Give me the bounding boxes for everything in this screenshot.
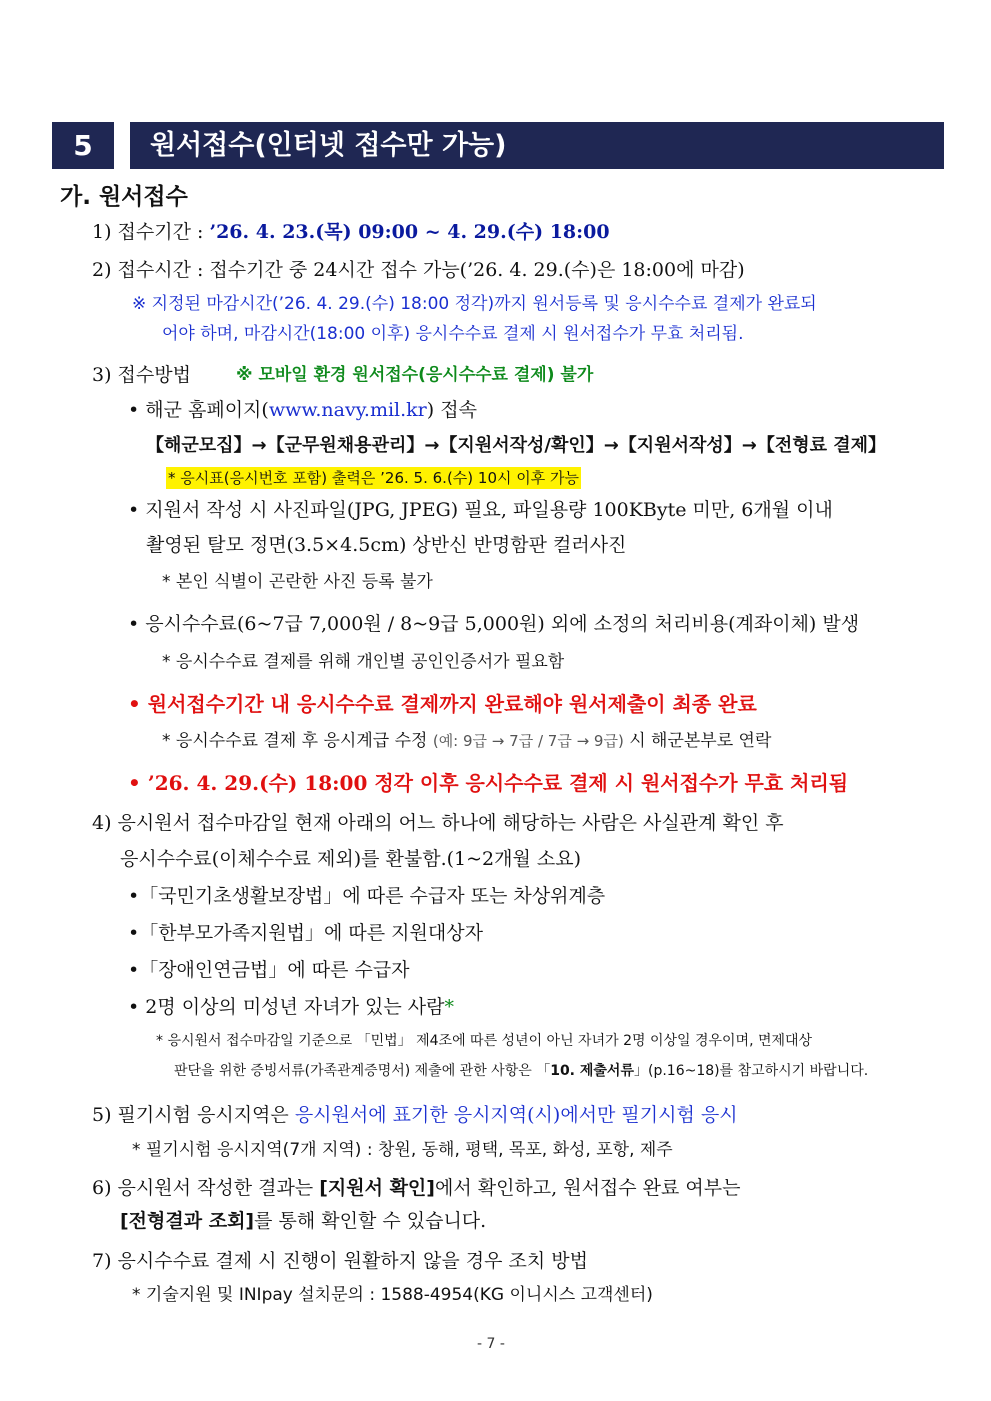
item4-line2: 응시수수료(이체수수료 제외)를 환불함.(1~2개월 소요) (120, 848, 581, 870)
item2-text: 2) 접수시간 : 접수기간 중 24시간 접수 가능(’26. 4. 29.(수)은 18:00에 마감) (92, 259, 745, 281)
item6-line2 (120, 1208, 486, 1234)
photo-bullet-line2: 촬영된 탈모 정면(3.5×4.5cm) 상반신 반명함판 컬러사진 (146, 534, 627, 556)
refund-bullet-4-text: • 2명 이상의 미성년 자녀가 있는 사람 (128, 996, 445, 1018)
grade-change-note-a: * 응시수수료 결제 후 응시계급 수정 (162, 731, 428, 751)
item6-1c: 에서 확인하고, 원서접수 완료 여부는 (434, 1177, 741, 1199)
result-check-label: [전형결과 조회] (120, 1210, 255, 1232)
refund-bullet-2: •「한부모가족지원법」에 따른 지원대상자 (128, 922, 483, 944)
children-note-line2 (174, 1061, 868, 1081)
item4-line1: 4) 응시원서 접수마감일 현재 아래의 어느 하나에 해당하는 사람은 사실관계 확인 후 (92, 812, 784, 834)
item5-highlight: 응시원서에 표기한 응시지역(시)에서만 필기시험 응시 (294, 1104, 738, 1126)
item1-value: ’26. 4. 23.(목) 09:00 ~ 4. 29.(수) 18:00 (209, 221, 610, 243)
homepage-link[interactable]: www.navy.mil.kr (268, 399, 427, 421)
fee-note: * 응시수수료 결제를 위해 개인별 공인인증서가 필요함 (162, 652, 565, 672)
item5-prefix: 5) 필기시험 응시지역은 (92, 1104, 295, 1126)
navigation-path: 【해군모집】→【군무원채용관리】→【지원서작성/확인】→【지원서작성】→【전형료 결제】 (146, 435, 887, 456)
item5 (92, 1102, 738, 1128)
photo-bullet-line1: • 지원서 작성 시 사진파일(JPG, JPEG) 필요, 파일용량 100KByte 미만, 6개월 이내 (128, 499, 833, 521)
section-title: 원서접수(인터넷 접수만 가능) (130, 122, 944, 169)
item1 (92, 219, 610, 245)
item5-note: * 필기시험 응시지역(7개 지역) : 창원, 동해, 평택, 목포, 화성, 포항, 제주 (132, 1140, 673, 1160)
invalid-bullet: • ’26. 4. 29.(수) 18:00 정각 이후 응시수수료 결제 시 원서접수가 무효 처리됨 (128, 771, 849, 795)
apply-confirm-label: [지원서 확인] (319, 1177, 435, 1199)
item2-note-line1: ※ 지정된 마감시간(’26. 4. 29.(수) 18:00 정각)까지 원서등록 및 응시수수료 결제가 완료되 (132, 294, 817, 314)
children-note-2b: 10. 제출서류 (550, 1063, 634, 1079)
children-note-line1: * 응시원서 접수마감일 기준으로 「민법」 제4조에 따른 성년이 아닌 자녀가 2명 이상일 경우이며, 면제대상 (156, 1033, 813, 1049)
grade-change-note-c: 시 해군본부로 연락 (623, 731, 772, 751)
item6-2b: 를 통해 확인할 수 있습니다. (254, 1210, 487, 1232)
homepage-prefix: • 해군 홈페이지( (128, 399, 269, 421)
mobile-note: ※ 모바일 환경 원서접수(응시수수료 결제) 불가 (236, 365, 594, 385)
complete-bullet: • 원서접수기간 내 응시수수료 결제까지 완료해야 원서제출이 최종 완료 (128, 692, 757, 716)
grade-change-example: (예: 9급 → 7급 / 7급 → 9급) (432, 732, 624, 750)
item7-text: 7) 응시수수료 결제 시 진행이 원활하지 않을 경우 조치 방법 (92, 1250, 589, 1272)
item6-line1 (92, 1175, 740, 1201)
refund-bullet-1: •「국민기초생활보장법」에 따른 수급자 또는 차상위계층 (128, 885, 606, 907)
section-number: 5 (52, 122, 114, 169)
homepage-suffix: ) 접속 (426, 399, 477, 421)
refund-bullet-3: •「장애인연금법」에 따른 수급자 (128, 959, 410, 981)
subtitle: 가. 원서접수 (60, 184, 188, 210)
item3-label: 3) 접수방법 (92, 364, 191, 386)
refund-star: * (444, 996, 454, 1018)
children-note-2c: 」(p.16~18)를 참고하시기 바랍니다. (633, 1063, 869, 1079)
print-note: * 응시표(응시번호 포함) 출력은 ’26. 5. 6.(수) 10시 이후 가능 (168, 469, 579, 487)
item2-note-line2: 어야 하며, 마감시간(18:00 이후) 응시수수료 결제 시 원서접수가 무효 처리됨. (162, 324, 744, 344)
homepage-bullet (128, 397, 477, 423)
fee-bullet: • 응시수수료(6~7급 7,000원 / 8~9급 5,000원) 외에 소정의 처리비용(계좌이체) 발생 (128, 613, 860, 635)
item6-1a: 6) 응시원서 작성한 결과는 (92, 1177, 320, 1199)
photo-note: * 본인 식별이 곤란한 사진 등록 불가 (162, 572, 433, 592)
refund-bullet-4 (128, 994, 454, 1020)
item1-label: 1) 접수기간 : (92, 221, 204, 243)
page-number: - 7 - (477, 1336, 505, 1352)
grade-change-note (162, 729, 771, 753)
children-note-2a: 판단을 위한 증빙서류(가족관계증명서) 제출에 관한 사항은 「 (174, 1063, 551, 1079)
item7-note: * 기술지원 및 INIpay 설치문의 : 1588-4954(KG 이니시스 고객센터) (132, 1285, 653, 1305)
